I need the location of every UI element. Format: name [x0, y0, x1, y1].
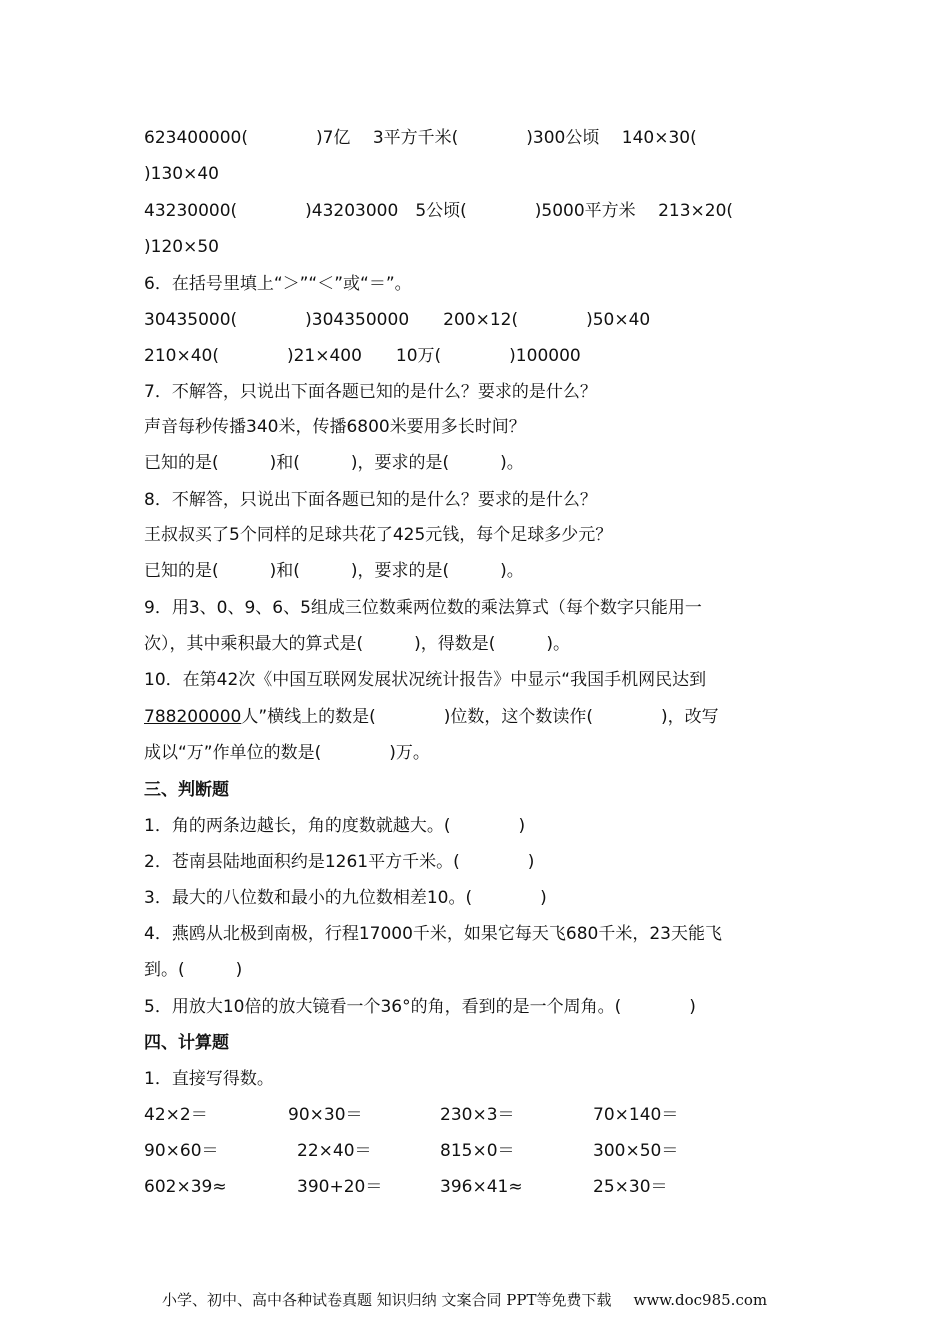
calc-item: 602×39≈	[144, 1177, 227, 1197]
question-9: 9．用3、0、9、6、5组成三位数乘两位数的乘法算式（每个数字只能用一	[144, 598, 702, 618]
judge-5: 5．用放大10倍的放大镜看一个36°的角，看到的是一个周角。( )	[144, 997, 696, 1017]
calc-item: 22×40＝	[297, 1141, 372, 1161]
calc-item: 230×3＝	[440, 1105, 515, 1125]
judge-1: 1．角的两条边越长，角的度数就越大。( )	[144, 816, 526, 836]
line-3: 43230000( )43203000 5公顷( )5000平方米 213×20(	[144, 201, 734, 221]
question-7: 7．不解答，只说出下面各题已知的是什么？要求的是什么？	[144, 382, 597, 402]
question-10-rest: 人”横线上的数是( )位数，这个数读作( )，改写	[241, 707, 719, 727]
question-10: 10．在第42次《中国互联网发展状况统计报告》中显示“我国手机网民达到	[144, 670, 707, 690]
section-4-heading: 四、计算题	[144, 1033, 229, 1053]
calc-item: 90×60＝	[144, 1141, 219, 1161]
calc-item: 396×41≈	[440, 1177, 523, 1197]
question-8: 8．不解答，只说出下面各题已知的是什么？要求的是什么？	[144, 490, 597, 510]
calc-item: 815×0＝	[440, 1141, 515, 1161]
judge-4-cont: 到。( )	[144, 960, 243, 980]
line-6: 30435000( )304350000 200×12( )50×40	[144, 310, 651, 330]
judge-2: 2．苍南县陆地面积约是1261平方千米。( )	[144, 852, 535, 872]
calc-instruction: 1．直接写得数。	[144, 1069, 274, 1089]
question-7-blanks: 已知的是( )和( )，要求的是( )。	[144, 453, 524, 473]
line-2: )130×40	[144, 164, 219, 184]
calc-item: 90×30＝	[288, 1105, 363, 1125]
footer-url[interactable]: www.doc985.com	[633, 1291, 768, 1309]
question-9-cont: 次），其中乘积最大的算式是( )，得数是( )。	[144, 634, 571, 654]
line-1: 623400000( )7亿 3平方千米( )300公顷 140×30(	[144, 128, 697, 148]
calc-item: 390+20＝	[297, 1177, 383, 1197]
calc-item: 300×50＝	[593, 1141, 679, 1161]
calc-item: 70×140＝	[593, 1105, 679, 1125]
section-3-heading: 三、判断题	[144, 780, 229, 800]
question-8-text: 王叔叔买了5个同样的足球共花了425元钱，每个足球多少元？	[144, 525, 613, 545]
calc-item: 42×2＝	[144, 1105, 208, 1125]
judge-4: 4．燕鸥从北极到南极，行程17000千米，如果它每天飞680千米，23天能飞	[144, 924, 722, 944]
judge-3: 3．最大的八位数和最小的九位数相差10。( )	[144, 888, 547, 908]
question-10-cont	[144, 706, 719, 728]
footer-text: 小学、初中、高中各种试卷真题 知识归纳 文案合同 PPT等免费下载	[162, 1291, 612, 1309]
question-10-end: 成以“万”作单位的数是( )万。	[144, 743, 430, 763]
question-7-text: 声音每秒传播340米，传播6800米要用多长时间？	[144, 417, 526, 437]
calc-item: 25×30＝	[593, 1177, 668, 1197]
page-footer	[162, 1290, 767, 1310]
line-4: )120×50	[144, 237, 219, 257]
question-6: 6．在括号里填上“＞”“＜”或“＝”。	[144, 274, 412, 294]
line-7: 210×40( )21×400 10万( )100000	[144, 346, 581, 366]
question-8-blanks: 已知的是( )和( )，要求的是( )。	[144, 561, 524, 581]
underlined-number: 788200000	[144, 707, 242, 727]
